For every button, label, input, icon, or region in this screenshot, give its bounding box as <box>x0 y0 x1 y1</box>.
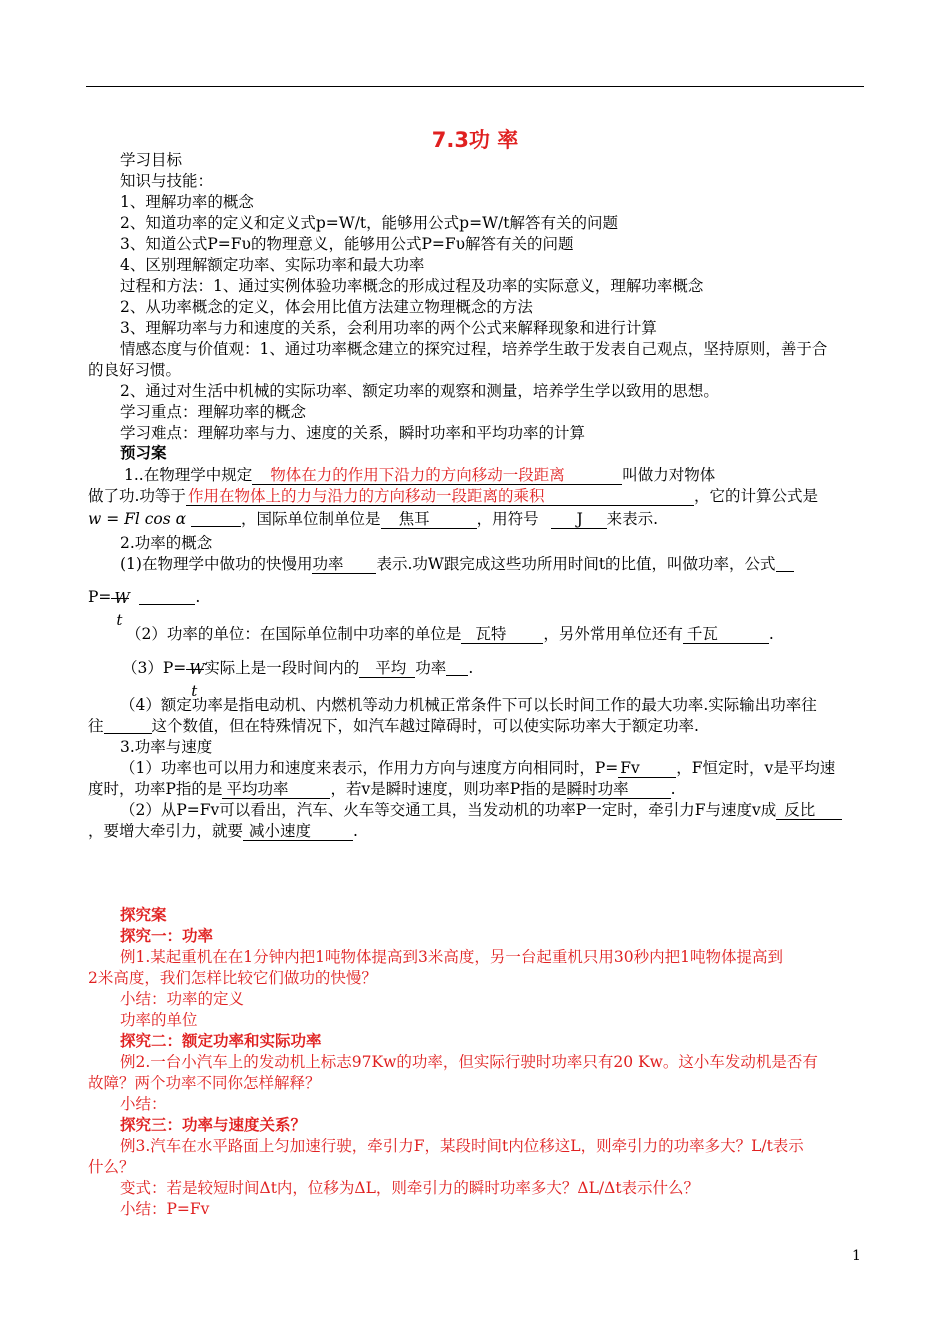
knowledge-item: 2、知道功率的定义和定义式p=W/t，能够用公式p=W/t解答有关的问题 <box>120 214 618 232</box>
q3-answer-blank <box>567 780 671 799</box>
knowledge-item: 3、知道公式P=Fυ的物理意义，能够用公式P=Fυ解答有关的问题 <box>120 235 574 253</box>
q1-line3 <box>88 509 658 529</box>
explore-section-2: 探究二：额定功率和实际功率 <box>120 1031 322 1050</box>
q2-text: . <box>195 588 201 606</box>
q3-heading: 3.功率与速度 <box>120 738 213 756</box>
q2-text: P= <box>88 588 112 606</box>
q3-text: . <box>670 780 676 798</box>
q3-text: . <box>353 822 358 840</box>
q1-answer-blank <box>551 510 607 529</box>
q3-answer-blank <box>243 822 353 841</box>
q2-answer-4: 平均 <box>375 659 407 677</box>
q3-text: （2）从P=Fv可以看出，汽车、火车等交通工具，当发动机的功率P一定时，牵引力F与速度v成 <box>120 801 777 819</box>
q1-text: 叫做力对物体 <box>622 466 716 484</box>
q1-text: .在物理学中规定 <box>138 466 253 484</box>
preview-heading: 预习案 <box>120 443 167 462</box>
q3-text: ，若v是瞬时速度，则功率P指的是 <box>330 780 567 798</box>
q3-text: （1）功率也可以用力和速度来表示，作用力方向与速度方向相同时，P= <box>120 759 619 777</box>
q2-text: (1)在物理学中做功的快慢用 <box>120 555 313 573</box>
explore-heading: 探究案 <box>120 905 167 924</box>
page-title: 7.3功 率 <box>431 128 519 152</box>
answer-blank <box>446 659 468 676</box>
q2-answer-1: 功率 <box>312 555 344 573</box>
q2-line4: （4）额定功率是指电动机、内燃机等动力机械正常条件下可以长时间工作的最大功率.实际输出功率往 <box>120 696 817 714</box>
fraction-denominator: t <box>116 611 123 629</box>
summary-2: 小结： <box>120 1095 167 1113</box>
q2-formula-line <box>88 577 201 629</box>
work-formula: w = Fl cos α <box>88 510 187 528</box>
q2-text: . <box>768 625 774 643</box>
q3-text: ，要增大牵引力，就要 <box>88 822 244 840</box>
header-rule <box>86 86 864 87</box>
example-1-line2: 2米高度，我们怎样比较它们做功的快慢？ <box>88 969 377 987</box>
knowledge-item: 4、区别理解额定功率、实际功率和最大功率 <box>120 256 425 274</box>
explore-section-1: 探究一：功率 <box>120 926 214 945</box>
q2-line3 <box>122 648 474 700</box>
fraction-bar <box>186 669 204 670</box>
example-2-line2: 故障？两个功率不同你怎样解释？ <box>88 1074 321 1092</box>
example-3-line2: 什么？ <box>88 1158 135 1176</box>
q2-text: 表示.功W跟完成这些功所用时间t的比值，叫做功率，公式 <box>376 555 776 573</box>
q3-line2 <box>88 779 676 799</box>
process-method-item: 2、从功率概念的定义，体会用比值方法建立物理概念的方法 <box>120 298 533 316</box>
q1-answer-blank <box>186 487 694 506</box>
key-point: 学习重点：理解功率的概念 <box>120 403 307 421</box>
summary-1-line2: 功率的单位 <box>120 1011 198 1029</box>
q2-text: 往 <box>88 717 104 735</box>
q3-text: ，F恒定时，v是平均速 <box>676 759 836 777</box>
q2-text: （3）P= <box>122 659 187 677</box>
fraction-numerator: W <box>189 660 205 678</box>
q1-number: 1. <box>124 466 139 484</box>
goals-heading: 学习目标 <box>120 151 183 169</box>
q3-line1 <box>120 758 835 778</box>
q2-line1 <box>120 554 794 574</box>
q3-answer-blank <box>618 759 676 778</box>
answer-blank <box>104 717 152 734</box>
q2-text: 实际上是一段时间内的 <box>204 659 360 677</box>
knowledge-skills-heading: 知识与技能： <box>120 172 214 190</box>
q3-text: 度时，功率P指的是 <box>88 780 223 798</box>
fraction-bar <box>111 598 129 599</box>
q1-answer-4: J <box>576 510 583 528</box>
summary-1-line1: 小结：功率的定义 <box>120 990 245 1008</box>
q3-line3 <box>120 800 842 820</box>
q3-answer-5: 减小速度 <box>249 822 312 840</box>
power-fraction <box>111 578 130 629</box>
process-method-item: 3、理解功率与力和速度的关系，会利用功率的两个公式来解释现象和进行计算 <box>120 319 657 337</box>
emotion-values-line: 情感态度与价值观：1、通过功率概念建立的探究过程，培养学生敢于发表自己观点，坚持原则，善于合 <box>120 340 828 358</box>
q1-text: 来表示. <box>606 510 659 528</box>
q2-answer-blank <box>359 659 415 678</box>
q1-text: ，用符号 <box>476 510 539 528</box>
example-2-line1: 例2.一台小汽车上的发动机上标志97Kw的功率，但实际行驶时功率只有20 Kw。这小车发动机是否有 <box>120 1053 818 1071</box>
q3-answer-blank <box>222 780 330 799</box>
q1-answer-blank <box>381 510 477 529</box>
emotion-values-line: 的良好习惯。 <box>88 361 182 379</box>
q2-text: 这个数值，但在特殊情况下，如汽车越过障碍时，可以使实际功率大于额定功率. <box>151 717 699 735</box>
variation: 变式：若是较短时间Δt内，位移为ΔL，则牵引力的瞬时功率多大？ΔL/Δt表示什么？ <box>120 1179 700 1197</box>
q2-answer-2: 瓦特 <box>475 625 507 643</box>
example-3-line1: 例3.汽车在水平路面上匀加速行驶，牵引力F，某段时间t内位移这L，则牵引力的功率多大？L/t表示 <box>120 1137 804 1155</box>
example-1-line1: 例1.某起重机在在1分钟内把1吨物体提高到3米高度，另一台起重机只用30秒内把1吨物体提高到 <box>120 948 783 966</box>
q1-line1 <box>124 465 715 485</box>
answer-blank <box>191 510 241 527</box>
answer-blank <box>776 555 794 572</box>
explore-section-3: 探究三：功率与速度关系？ <box>120 1115 307 1134</box>
q2-answer-blank <box>683 625 769 644</box>
summary-3: 小结：P=Fv <box>120 1200 210 1218</box>
q3-answer-1: Fv <box>620 759 640 777</box>
power-fraction <box>186 649 205 700</box>
q1-text: 做了功.功等于 <box>88 487 186 505</box>
q1-answer-2: 作用在物体上的力与沿力的方向移动一段距离的乘积 <box>187 487 545 505</box>
q2-line5 <box>88 716 699 736</box>
q2-text: . <box>468 659 474 677</box>
answer-blank <box>139 588 195 605</box>
q3-answer-2: 平均功率 <box>226 780 289 798</box>
q2-text: （2）功率的单位：在国际单位制中功率的单位是 <box>126 625 462 643</box>
q3-answer-blank <box>776 801 842 820</box>
q1-text: ，国际单位制单位是 <box>241 510 381 528</box>
emotion-values-line: 2、通过对生活中机械的实际功率、额定功率的观察和测量，培养学生学以致用的思想。 <box>120 382 719 400</box>
q2-text: 功率 <box>415 659 447 677</box>
q1-answer-blank <box>252 466 622 485</box>
fraction-denominator: t <box>191 682 198 700</box>
knowledge-item: 1、理解功率的概念 <box>120 193 254 211</box>
q1-answer-3: 焦耳 <box>398 510 430 528</box>
q3-answer-4: 反比 <box>784 801 816 819</box>
difficult-point: 学习难点：理解功率与力、速度的关系，瞬时功率和平均功率的计算 <box>120 424 586 442</box>
q2-answer-blank <box>461 625 543 644</box>
page-number: 1 <box>852 1248 861 1264</box>
q3-answer-3: 瞬时功率 <box>566 780 629 798</box>
q1-answer-1: 物体在力的作用下沿力的方向移动一段距离 <box>270 466 565 484</box>
process-method-item: 过程和方法：1、通过实例体验功率概念的形成过程及功率的实际意义，理解功率概念 <box>120 277 704 295</box>
q2-heading: 2.功率的概念 <box>120 534 213 552</box>
q2-answer-3: 千瓦 <box>686 625 718 643</box>
q2-answer-blank <box>312 555 376 574</box>
q3-line4 <box>88 821 358 841</box>
q2-line2 <box>126 624 774 644</box>
q1-text: ，它的计算公式是 <box>693 487 818 505</box>
fraction-numerator: W <box>114 589 130 607</box>
q2-text: ，另外常用单位还有 <box>543 625 683 643</box>
q1-line2 <box>88 486 818 506</box>
